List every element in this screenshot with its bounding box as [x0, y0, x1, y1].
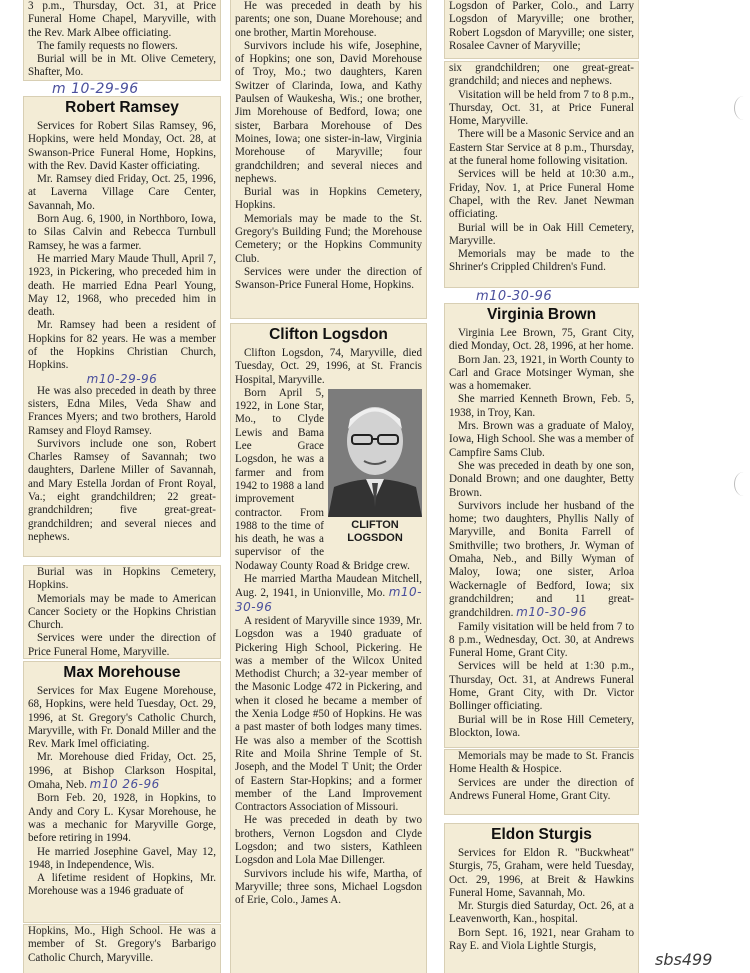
- text-paragraph: A lifetime resident of Hopkins, Mr. Morehouse was a 1946 graduate of: [28, 872, 216, 898]
- text-paragraph: Burial was in Hopkins Cemetery, Hopkins.: [28, 566, 216, 592]
- text-paragraph: [449, 500, 634, 621]
- text-paragraph: Memorials may be made to St. Francis Home Health & Hospice.: [449, 750, 634, 776]
- text-paragraph: She was preceded in death by one son, Donald Brown; and one daughter, Betty Brown.: [449, 459, 634, 499]
- text-paragraph: Hopkins, Mo., High School. He was a member of St. Gregory's Barbarigo Catholic Church, Maryville.: [28, 925, 216, 964]
- obituary-morehouse-continued: [231, 0, 426, 318]
- text-paragraph: Services will be held at 1:30 p.m., Thursday, Oct. 31, at Andrews Funeral Home, Grant City, with Dr. Victor Bollinger officiating.: [449, 660, 634, 713]
- obituary-robert-ramsey-cont: [24, 566, 220, 658]
- text-paragraph: Services were under the direction of Price Funeral Home, Maryville.: [28, 632, 216, 658]
- photo-caption: CLIFTON LOGSDON: [347, 518, 403, 544]
- text-paragraph: The family requests no flowers.: [37, 39, 178, 52]
- handwritten-date: m10 26-96: [89, 777, 160, 792]
- paragraph-text: Survivors include her husband of the home; two daughters, Phyllis Nally of Maryville, and Bonita Farrell of Smithville; two brothers, Jr. Wyman of Omaha, Neb., and Billy Wyman of Maloy, Iowa; one sister, Arloa Wackernagle of Bedford, Iowa; six grandchildren; and 11 great-grandchildren.: [449, 499, 634, 620]
- obituary-virginia-brown: [445, 304, 638, 747]
- obituary-title: Eldon Sturgis: [491, 826, 592, 843]
- text-paragraph: Memorials may be made to American Cancer Society or the Hopkins Christian Church.: [28, 592, 216, 632]
- obituary-title: Clifton Logsdon: [269, 326, 388, 343]
- text-paragraph: Mr. Ramsey died Friday, Oct. 25, 1996, at Laverna Village Care Center, Savannah, Mo.: [28, 173, 216, 212]
- text-paragraph: Born Feb. 20, 1928, in Hopkins, to Andy and Cory L. Kysar Morehouse, he was a mechanic for Maryville Gorge, before retiring in 1994.: [28, 792, 216, 845]
- text-paragraph: Born April 5, 1922, in Lone Star, Mo., to Clyde Lewis and Bama Lee Grace Logsdon, he was a farmer and from 1942 to 1988 a land improvement contractor. From 1988 to the time of his death, he was a supervisor of the Nodaway County Road & Bridge crew.: [235, 386, 410, 572]
- text-paragraph: Born Jan. 23, 1921, in Worth County to Carl and Grace Motsinger Wyman, she was a homemaker.: [449, 353, 634, 393]
- text-paragraph: He was preceded in death by two brothers, Vernon Logsdon and Clyde Logsdon; and two sisters, Kathleen Logsdon and Lola Mae Dillenger.: [235, 814, 422, 867]
- text-paragraph: Logsdon of Parker, Colo., and Larry Logsdon of Maryville; one brother, Robert Logsdon of Maryville; one sister, Rosalee Cavner of Maryville;: [449, 0, 634, 52]
- text-paragraph: Memorials may be made to the Shriner's Crippled Children's Fund.: [449, 248, 634, 274]
- text-paragraph: He married Josephine Gavel, May 12, 1948, in Independence, Wis.: [28, 845, 216, 871]
- text-paragraph: Memorials may be made to the St. Gregory's Building Fund; the Morehouse Cemetery; or the Hopkins Community Club.: [235, 212, 422, 265]
- text-paragraph: Survivors include his wife, Martha, of Maryville; three sons, Michael Logsdon of Erie, Colo., James A.: [235, 867, 422, 907]
- text-paragraph: Born Aug. 6, 1900, in Northboro, Iowa, to Silas Calvin and Rebecca Turnbull Ramsey, he was a farmer.: [28, 213, 216, 252]
- obituary-title: Max Morehouse: [63, 664, 181, 681]
- handwritten-date: m10-30-96: [235, 585, 422, 614]
- text-paragraph: Services for Eldon R. "Buckwheat" Sturgis, 75, Graham, were held Tuesday, Oct. 29, 1996, at Breit & Hawkins Funeral Home, Savannah, Mo.: [449, 847, 634, 899]
- text-paragraph: Services were under the direction of Swanson-Price Funeral Home, Hopkins.: [235, 265, 422, 292]
- text-paragraph: [28, 751, 216, 792]
- obituary-logsdon-continued: [445, 0, 638, 58]
- text-paragraph: 3 p.m., Thursday, Oct. 31, at Price Funeral Home Chapel, Maryville, with the Rev. Mark Albee officiating.: [28, 0, 216, 39]
- text-paragraph: There will be a Masonic Service and an Eastern Star Service at 8 p.m., Thursday, at the funeral home following visitation.: [449, 128, 634, 168]
- clipping-col1-top: [24, 0, 220, 80]
- handwritten-signature: sbs499: [655, 950, 713, 969]
- obituary-clifton-logsdon: [231, 324, 426, 973]
- text-paragraph: Burial will be in Rose Hill Cemetery, Blockton, Iowa.: [449, 713, 634, 739]
- text-paragraph: Clifton Logsdon, 74, Maryville, died Tuesday, Oct. 29, 1996, at St. Francis Hospital, Maryville.: [235, 347, 422, 386]
- obituary-title: Virginia Brown: [486, 306, 597, 323]
- text-paragraph: Mr. Ramsey had been a resident of Hopkins for 82 years. He was a member of the Hopkins Christian Church, Hopkins.: [28, 319, 216, 372]
- text-paragraph: Burial will be in Oak Hill Cemetery, Maryville.: [449, 221, 634, 247]
- text-paragraph: six grandchildren; one great-great-grandchild; and nieces and nephews.: [449, 62, 634, 88]
- text-paragraph: Services are under the direction of Andrews Funeral Home, Grant City.: [449, 776, 634, 802]
- text-paragraph: Mrs. Brown was a graduate of Maloy, Iowa, High School. She was a member of Campfire Sams Club.: [449, 420, 634, 459]
- text-paragraph: Burial will be in Mt. Olive Cemetery, Shafter, Mo.: [28, 53, 216, 79]
- text-paragraph: Visitation will be held from 7 to 8 p.m., Thursday, Oct. 31, at Price Funeral Home, Maryville.: [449, 88, 634, 128]
- paragraph-text: He married Martha Maudean Mitchell, Aug. 2, 1941, in Unionville, Mo.: [235, 573, 422, 600]
- obituary-robert-ramsey: [24, 97, 220, 556]
- handwritten-date: m10-29-96: [86, 371, 158, 386]
- text-paragraph: Services for Max Eugene Morehouse, 68, Hopkins, were held Tuesday, Oct. 29, 1996, at St. Gregory's Catholic Church, Maryville, with Fr. Donald Miller and the Rev. Mark Imel officiating.: [28, 685, 216, 751]
- text-paragraph: Services for Robert Silas Ramsey, 96, Hopkins, were held Monday, Oct. 28, at Swanson-Price Funeral Home, Hopkins, with the Rev. David Kaster officiating.: [28, 120, 216, 172]
- obituary-max-morehouse: [24, 662, 220, 922]
- text-paragraph: He married Mary Maude Thull, April 7, 1923, in Pickering, who preceded him in death. He married Edna Pearl Young, May 12, 1968, who preceded him in death.: [28, 252, 216, 319]
- paragraph-text: Mr. Morehouse died Friday, Oct. 25, 1996, at Bishop Clarkson Hospital, Omaha, Neb.: [28, 751, 216, 792]
- text-paragraph: Born Sept. 16, 1921, near Graham to Ray E. and Viola Lightle Sturgis,: [449, 926, 634, 953]
- portrait-photo: [328, 389, 422, 517]
- text-paragraph: Services will be held at 10:30 a.m., Friday, Nov. 1, at Price Funeral Home Chapel, with the Rev. Janet Newman officiating.: [449, 168, 634, 221]
- text-paragraph: Virginia Lee Brown, 75, Grant City, died Monday, Oct. 28, 1996, at her home.: [449, 327, 634, 353]
- handwritten-date: m 10-29-96: [52, 81, 139, 97]
- obituary-eldon-sturgis: [445, 824, 638, 973]
- text-paragraph: Mr. Sturgis died Saturday, Oct. 26, at a Leavenworth, Kan., hospital.: [449, 900, 634, 926]
- obituary-max-morehouse-cont: [24, 925, 220, 973]
- text-paragraph: Family visitation will be held from 7 to 8 p.m., Wednesday, Oct. 30, at Andrews Funeral Home, Grant City.: [449, 620, 634, 660]
- obituary-virginia-brown-cont: [445, 750, 638, 814]
- text-paragraph: She married Kenneth Brown, Feb. 5, 1938, in Troy, Kan.: [449, 393, 634, 419]
- obituary-title: Robert Ramsey: [65, 99, 179, 116]
- text-paragraph: [235, 573, 422, 615]
- text-paragraph: He was also preceded in death by three sisters, Edna Miles, Veda Shaw and Frances Myers; and two brothers, Harold Ramsey and Floyd Ramsey.: [28, 384, 216, 437]
- handwritten-date: m10-30-96: [516, 605, 587, 620]
- text-paragraph: A resident of Maryville since 1939, Mr. Logsdon was a 1940 graduate of Pickering High School, Pickering. He was a member of the Wilcox United Methodist Church; a 32-year member of the Masonic Lodge 472 in Pickering, and when it closed he became a member of the Xenia Lodge #50 of Hopkins. He was a past master of both lodges many times. He was also a member of the Scottish Rite and Moila Shrine Temple of St. Joseph, and the Model T Unit; the Order of Eastern Star-Hopkins; and a former member of the Land Improvement Contractors Association of Missouri.: [235, 614, 422, 814]
- text-paragraph: Survivors include one son, Robert Charles Ramsey of Savannah; two daughters, Darlene Miller of Savannah, and Mary Estella Jordan of Front Royal, Va.; eight grandchildren; 22 great-grandchildren; five great-great-grandchildren; and several nieces and nephews.: [28, 437, 216, 543]
- obituary-logsdon-continued-2: [445, 62, 638, 287]
- handwritten-date: m10-30-96: [476, 289, 553, 304]
- punch-hole-middle: [734, 472, 750, 496]
- punch-hole-top: [734, 96, 750, 120]
- photo-block: [328, 389, 422, 545]
- text-paragraph: Burial was in Hopkins Cemetery, Hopkins.: [235, 186, 422, 212]
- text-paragraph: He was preceded in death by his parents; one son, Duane Morehouse; and one brother, Martin Morehouse.: [235, 0, 422, 39]
- text-paragraph: Survivors include his wife, Josephine, of Hopkins; one son, David Morehouse of Troy, Mo.; two daughters, Karen Switzer of Clarinda, Iowa, and Kathy Paulsen of Waukesha, Wis.; one brother, Jim Morehouse of Bedford, Iowa; one sister, Barbara Morehouse of Des Moines, Iowa; one sister-in-law, Virginia Morehouse of Maryville; four grandchildren; and several nieces and nephews.: [235, 39, 422, 185]
- portrait-illustration: [328, 389, 422, 517]
